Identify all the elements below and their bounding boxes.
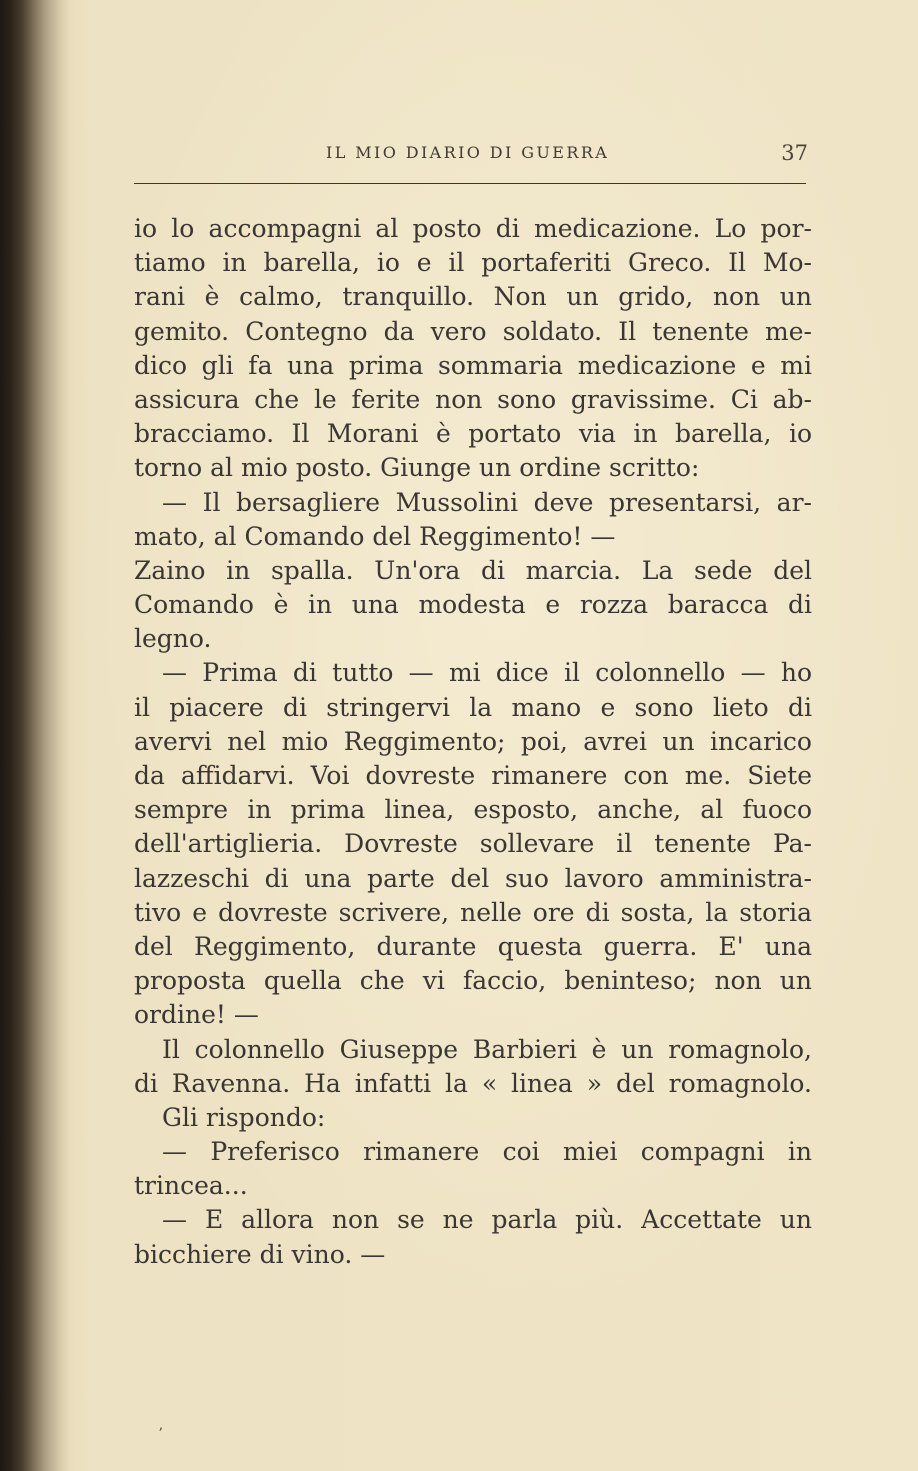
text-line: di Ravenna. Ha infatti la « linea » del romagnolo. <box>134 1068 812 1098</box>
running-title: IL MIO DIARIO DI GUERRA <box>326 143 610 162</box>
text-line: ordine! — <box>134 1000 259 1030</box>
text-line: io lo accompagni al posto di medicazione. Lo por- <box>134 214 812 243</box>
text-line: — Preferisco rimanere coi miei compagni in <box>162 1137 812 1167</box>
text-line: mato, al Comando del Reggimento! — <box>134 521 616 551</box>
text-line: — Prima di tutto — mi dice il colonnello — ho <box>162 658 812 688</box>
text-line: bracciamo. Il Morani è portato via in barella, io <box>134 419 812 449</box>
text-line: dico gli fa una prima sommaria medicazione e mi <box>134 350 812 380</box>
text-line: Zaino in spalla. Un'ora di marcia. La sede del <box>134 555 812 585</box>
text-line: Il colonnello Giuseppe Barbieri è un romagnolo, <box>162 1034 812 1064</box>
text-line: del Reggimento, durante questa guerra. E' una <box>134 931 812 961</box>
text-line: legno. <box>134 624 212 654</box>
text-line: proposta quella che vi faccio, beninteso; non un <box>134 966 812 996</box>
stray-ink-mark: ʼ <box>158 1426 163 1442</box>
text-line: trincea... <box>134 1171 248 1201</box>
text-line: Comando è in una modesta e rozza baracca di <box>134 590 812 620</box>
header-rule <box>134 183 806 184</box>
text-line: il piacere di stringervi la mano e sono lieto di <box>134 692 812 722</box>
text-line: tiamo in barella, io e il portaferiti Greco. Il Mo- <box>134 248 812 278</box>
text-line: lazzeschi di una parte del suo lavoro amministra- <box>134 863 812 893</box>
text-line: dell'artiglieria. Dovreste sollevare il tenente Pa- <box>134 829 812 859</box>
text-line: rani è calmo, tranquillo. Non un grido, non un <box>134 282 812 312</box>
text-line: sempre in prima linea, esposto, anche, al fuoco <box>134 795 812 825</box>
text-line: assicura che le ferite non sono gravissime. Ci ab- <box>134 384 812 414</box>
text-line: bicchiere di vino. — <box>134 1239 386 1269</box>
text-line: gemito. Contegno da vero soldato. Il tenente me- <box>134 316 812 346</box>
text-line: Gli rispondo: <box>162 1102 326 1132</box>
text-line: torno al mio posto. Giunge un ordine scritto: <box>134 453 700 483</box>
text-line: — Il bersagliere Mussolini deve presentarsi, ar- <box>162 487 812 517</box>
page-header <box>132 143 812 169</box>
body-text <box>134 212 812 1272</box>
text-line: avervi nel mio Reggimento; poi, avrei un incarico <box>134 726 812 756</box>
text-line: da affidarvi. Voi dovreste rimanere con me. Siete <box>134 761 812 790</box>
text-line: — E allora non se ne parla più. Accettate un <box>162 1205 812 1235</box>
binding-gutter-shadow <box>0 0 70 1471</box>
text-line: tivo e dovreste scrivere, nelle ore di sosta, la storia <box>134 897 812 927</box>
page-number: 37 <box>781 141 808 165</box>
